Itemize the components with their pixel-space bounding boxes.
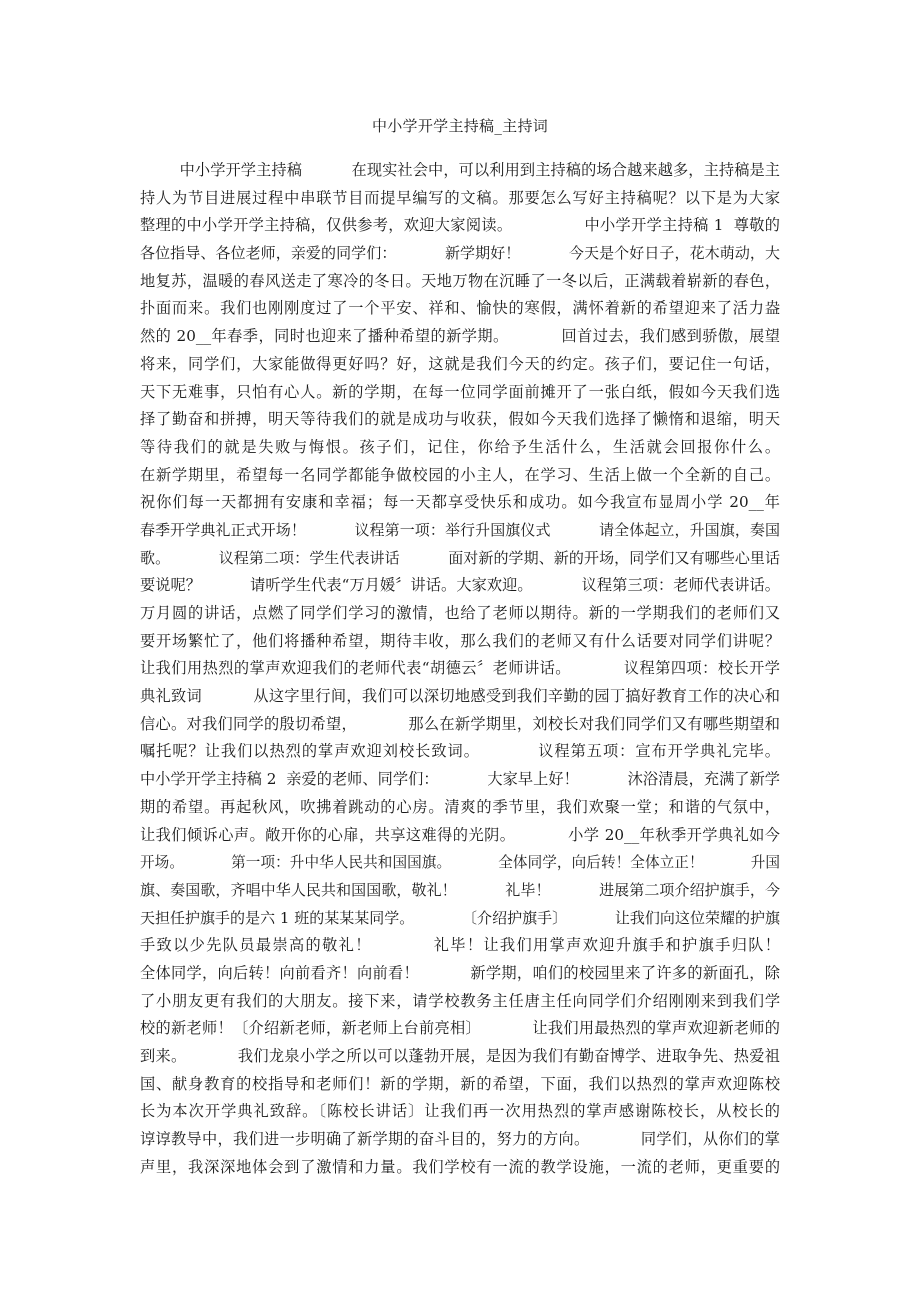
- body-text-line: 中小学开学主持稿 在现实社会中，可以利用到主持稿的场合越来越多，主持稿是主: [140, 161, 780, 179]
- body-text-line: 然的 20__年春季，同时也迎来了播种希望的新学期。 回首过去，我们感到骄傲，展望: [140, 327, 780, 346]
- body-text-line: 要开场繁忙了，他们将播种希望，期待丰收，那么我们的老师又有什么话要对同学们讲呢？: [140, 631, 780, 650]
- body-text-line: 让我们倾诉心声。敞开你的心扉，共享这难得的光阴。 小学 20__年秋季开学典礼如今: [140, 825, 780, 844]
- body-text-line: 天下无难事，只怕有心人。新的学期，在每一位同学面前摊开了一张白纸，假如今天我们选: [140, 382, 780, 401]
- document-body: [140, 157, 780, 1181]
- body-text-line: 持人为节目进展过程中串联节目而提早编写的文稿。那要怎么写好主持稿呢？以下是为大家: [140, 188, 780, 207]
- body-text-line: 嘱托呢？让我们以热烈的掌声欢迎刘校长致词。 议程第五项：宣布开学典礼完毕。: [140, 742, 780, 761]
- body-text-line: 期的希望。再起秋风，吹拂着跳动的心房。清爽的季节里，我们欢聚一堂；和谐的气氛中，: [140, 797, 780, 816]
- body-text-line: 中小学开学主持稿 2 亲爱的老师、同学们： 大家早上好！ 沐浴清晨，充满了新学: [140, 770, 780, 789]
- document-title: 中小学开学主持稿_主持词: [371, 117, 549, 135]
- body-text-line: 手致以少先队员最崇高的敬礼！ 礼毕！让我们用掌声欢迎升旗手和护旗手归队！: [140, 936, 780, 955]
- body-text-line: 旗、奏国歌，齐唱中华人民共和国国歌，敬礼！ 礼毕！ 进展第二项介绍护旗手，今: [140, 880, 780, 899]
- body-text-line: 春季开学典礼正式开场！ 议程第一项：举行升国旗仪式 请全体起立，升国旗，奏国: [140, 520, 780, 539]
- body-text-line: 谆谆教导中，我们进一步明确了新学期的奋斗目的，努力的方向。 同学们，从你们的掌: [140, 1130, 780, 1149]
- body-text-line: 校的新老师！〔介绍新老师，新老师上台前亮相〕 让我们用最热烈的掌声欢迎新老师的: [140, 1019, 780, 1038]
- body-text-line: 各位指导、各位老师，亲爱的同学们： 新学期好！ 今天是个好日子，花木萌动，大: [140, 244, 780, 263]
- body-text-line: 了小朋友更有我们的大朋友。接下来，请学校教务主任唐主任向同学们介绍刚刚来到我们学: [140, 991, 780, 1010]
- body-text-line: 在新学期里，希望每一名同学都能争做校园的小主人，在学习、生活上做一个全新的自己。: [140, 465, 780, 484]
- body-text-line: 开场。 第一项：升中华人民共和国国旗。 全体同学，向后转！全体立正！ 升国: [140, 854, 780, 872]
- body-text-line: 万月圆的讲话，点燃了同学们学习的激情，也给了老师以期待。新的一学期我们的老师们又: [140, 604, 780, 622]
- body-text-line: 信心。对我们同学的殷切希望， 那么在新学期里，刘校长对我们同学们又有哪些期望和: [140, 714, 780, 733]
- body-text-line: 扑面而来。我们也刚刚度过了一个平安、祥和、愉快的寒假，满怀着新的希望迎来了活力盎: [140, 299, 780, 318]
- body-text-line: 让我们用热烈的掌声欢迎我们的老师代表“胡德云〞老师讲话。 议程第四项：校长开学: [140, 659, 780, 678]
- body-text-line: 天担任护旗手的是六 1 班的某某某同学。 〔介绍护旗手〕 让我们向这位荣耀的护旗: [140, 908, 780, 927]
- body-text-line: 长为本次开学典礼致辞。〔陈校长讲话〕让我们再一次用热烈的掌声感谢陈校长，从校长的: [140, 1102, 780, 1121]
- body-text-line: 整理的中小学开学主持稿，仅供参考，欢迎大家阅读。 中小学开学主持稿 1 尊敬的: [140, 216, 780, 235]
- body-text-line: 国、献身教育的校指导和老师们！新的学期，新的希望，下面，我们以热烈的掌声欢迎陈校: [140, 1074, 780, 1093]
- body-text-line: 祝你们每一天都拥有安康和幸福；每一天都享受快乐和成功。如今我宣布显周小学 20__年: [140, 493, 780, 512]
- body-text-line: 等待我们的就是失败与悔恨。孩子们，记住，你给予生活什么，生活就会回报你什么。: [140, 437, 780, 456]
- body-text-line: 典礼致词 从这字里行间，我们可以深切地感受到我们辛勤的园丁搞好教育工作的决心和: [140, 687, 780, 706]
- body-text-line: 到来。 我们龙泉小学之所以可以蓬勃开展，是因为我们有勤奋博学、进取争先、热爱祖: [140, 1047, 780, 1065]
- body-text-line: 歌。 议程第二项：学生代表讲话 面对新的学期、新的开场，同学们又有哪些心里话: [140, 548, 780, 567]
- body-text-line: 声里，我深深地体会到了激情和力量。我们学校有一流的教学设施，一流的老师，更重要的: [140, 1157, 780, 1176]
- body-text-line: 要说呢？ 请听学生代表“万月媛〞讲话。大家欢迎。 议程第三项：老师代表讲话。: [140, 576, 780, 595]
- body-text-line: 择了勤奋和拼搏，明天等待我们的就是成功与收获，假如今天我们选择了懒惰和退缩，明天: [140, 410, 780, 429]
- body-text-line: 全体同学，向后转！向前看齐！向前看！ 新学期，咱们的校园里来了许多的新面孔，除: [140, 963, 780, 982]
- body-text-line: 将来，同学们，大家能做得更好吗？好，这就是我们今天的约定。孩子们，要记住一句话，: [140, 354, 780, 373]
- body-text-line: 地复苏，温暖的春风送走了寒冷的冬日。天地万物在沉睡了一冬以后，正满载着崭新的春色，: [140, 271, 780, 290]
